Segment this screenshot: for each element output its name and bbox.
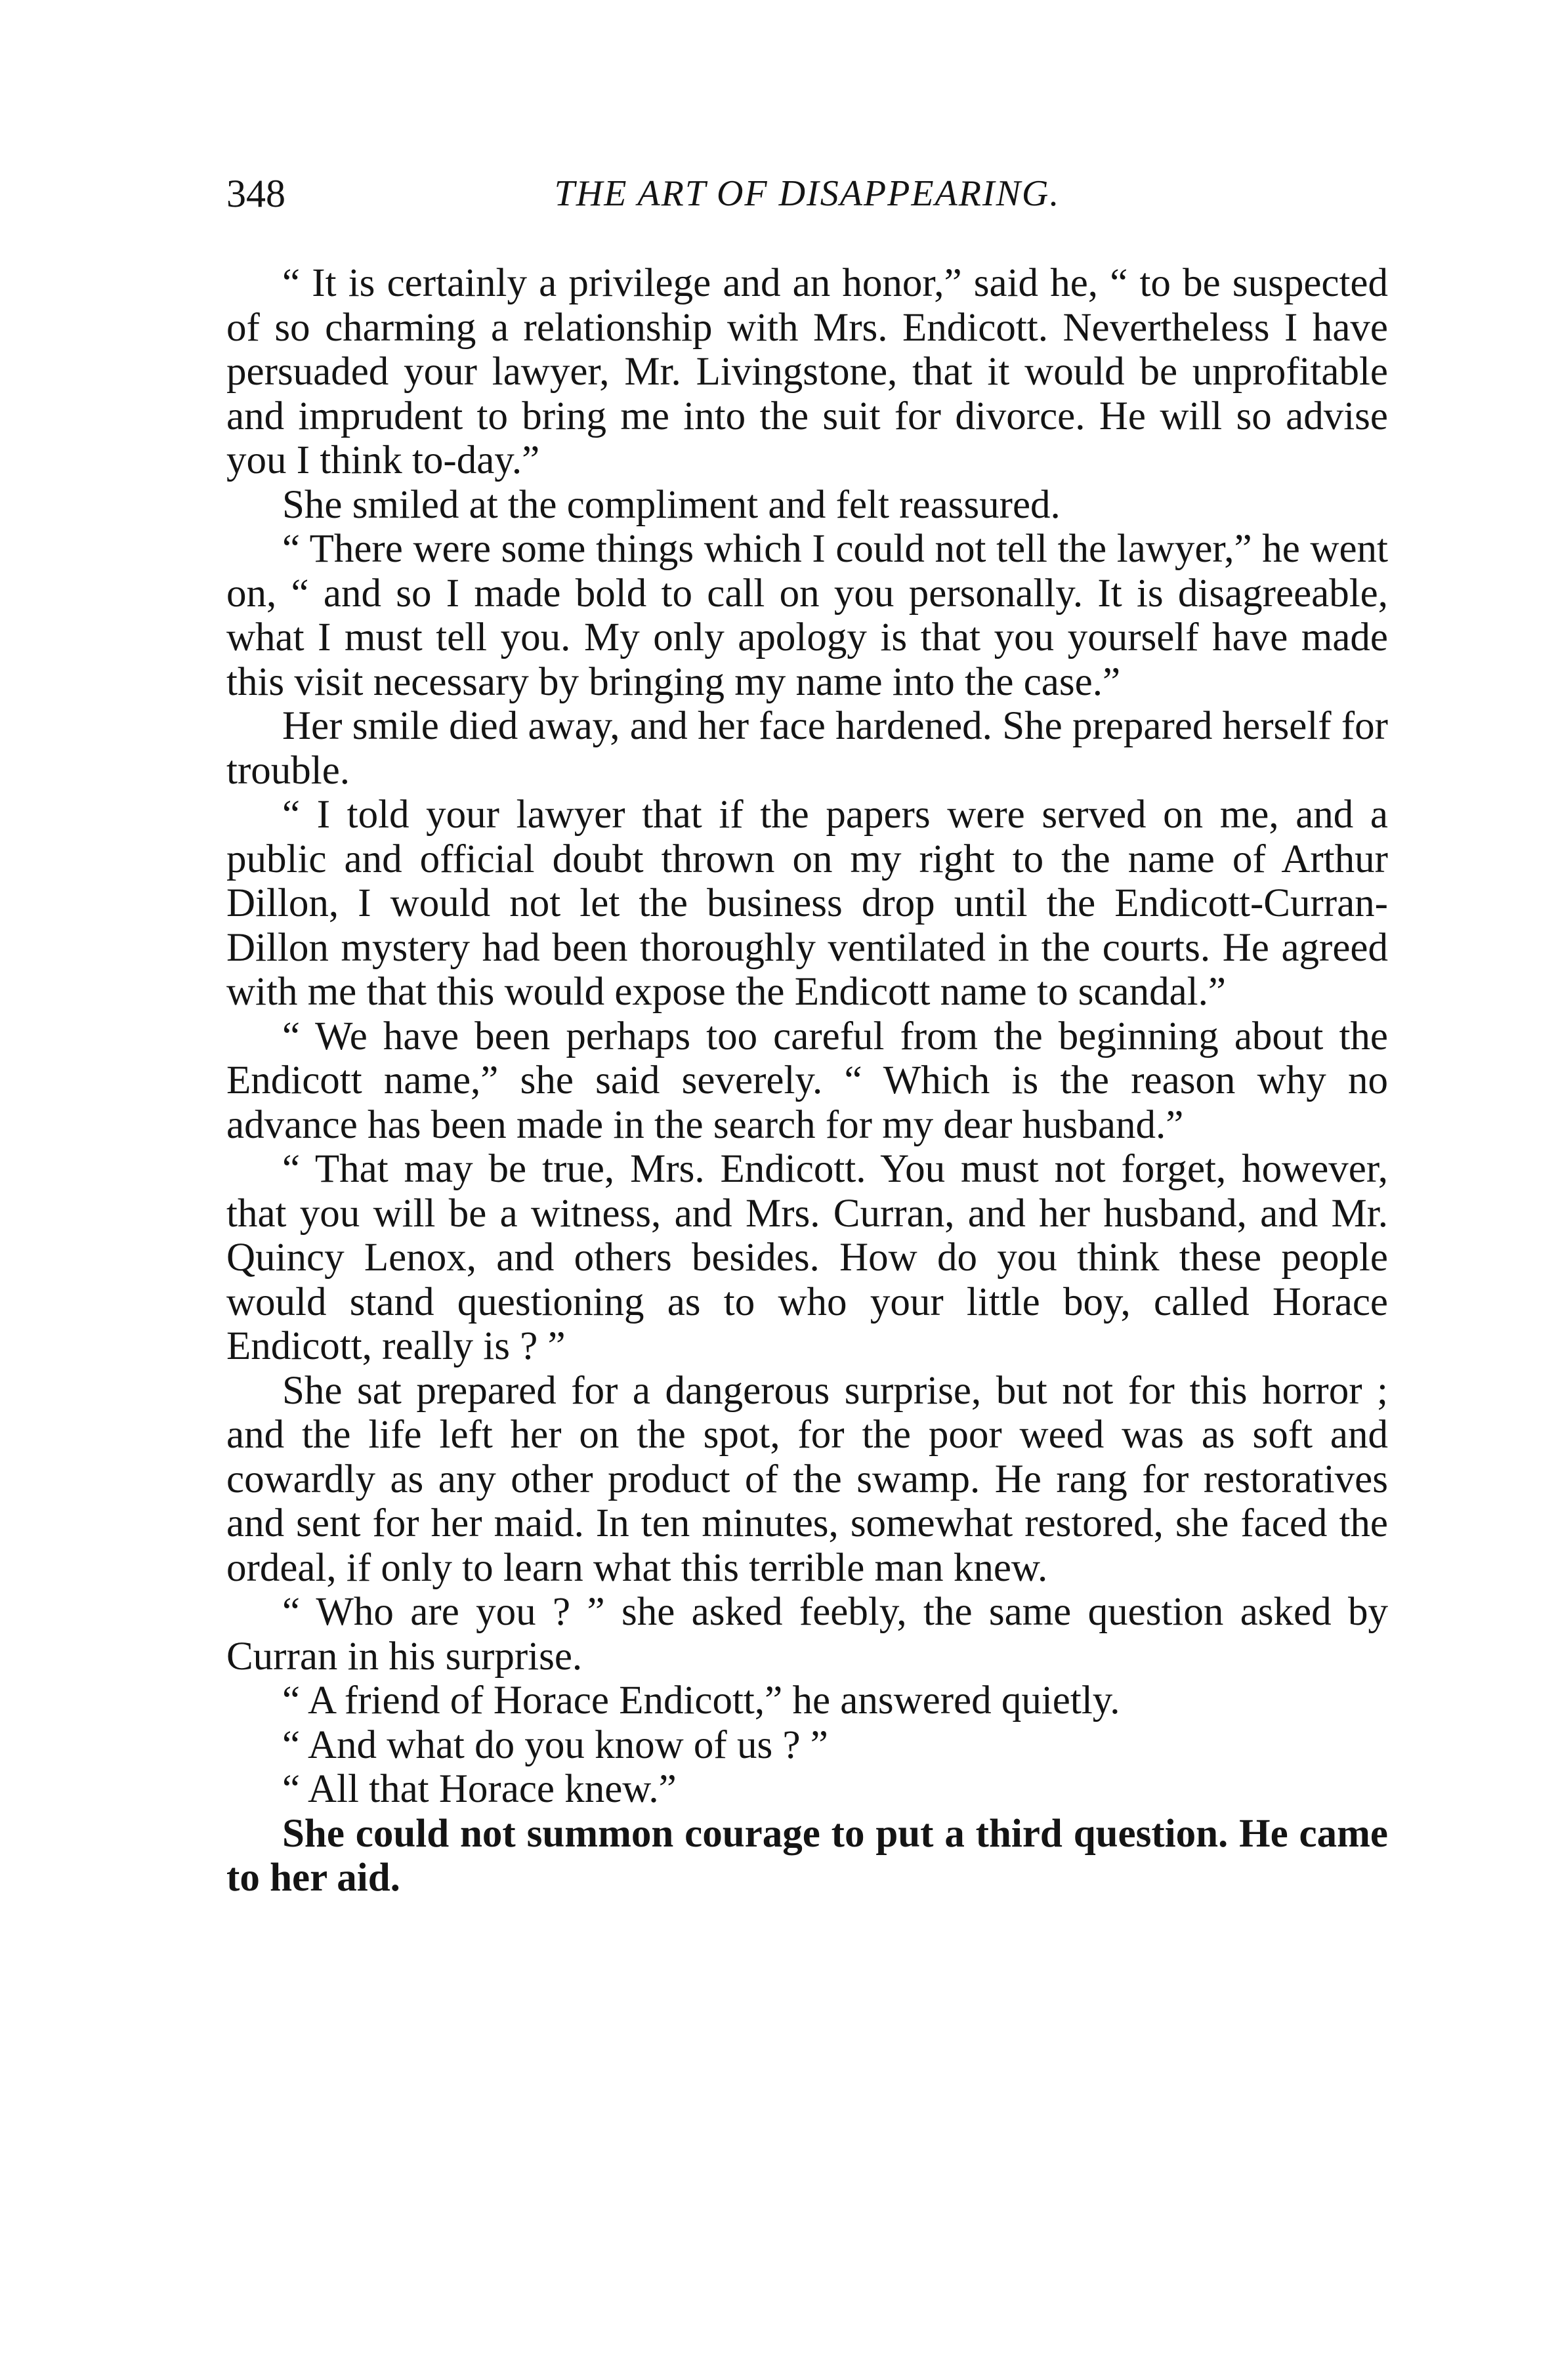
paragraph: “ I told your lawyer that if the papers were served on me, and a public and official doubt thrown on my right to the name of Arthur Dillon, I would not let the business drop until the Endicott-Curran-Dillon mystery had been thoroughly ventilated in the courts. He agreed with me that this would expose the Endicott name to scandal.”: [226, 793, 1388, 1014]
paragraph: She could not summon courage to put a third question. He came to her aid.: [226, 1811, 1388, 1900]
paragraph: She sat prepared for a dangerous surprise, but not for this horror ; and the life left her on the spot, for the poor weed was as soft and cowardly as any other product of the swamp. He rang for restoratives and sent for her maid. In ten minutes, somewhat restored, she faced the ordeal, if only to learn what this terrible man knew.: [226, 1368, 1388, 1590]
page-number: 348: [226, 172, 285, 215]
paragraph: “ It is certainly a privilege and an honor,” said he, “ to be suspected of so charming a relationship with Mrs. Endicott. Nevertheless I have persuaded your lawyer, Mr. Livingstone, that it would be unprofitable and imprudent to bring me into the suit for divorce. He will so advise you I think to-day.”: [226, 261, 1388, 482]
paragraph: “ We have been perhaps too careful from the beginning about the Endicott name,” she said severely. “ Which is the reason why no advance has been made in the search for my dear husband.”: [226, 1014, 1388, 1147]
paragraph: “ All that Horace knew.”: [282, 1767, 677, 1811]
body-text: [226, 261, 1388, 1900]
paragraph: “ A friend of Horace Endicott,” he answered quietly.: [282, 1679, 1120, 1722]
running-title: THE ART OF DISAPPEARING.: [554, 173, 1061, 214]
paragraph: “ There were some things which I could not tell the lawyer,” he went on, “ and so I made bold to call on you personally. It is disagreeable, what I must tell you. My only apology is that you yourself have made this visit necessary by bringing my name into the case.”: [226, 527, 1388, 704]
paragraph: “ That may be true, Mrs. Endicott. You must not forget, however, that you will be a witness, and Mrs. Curran, and her husband, and Mr. Quincy Lenox, and others besides. How do you think these people would stand questioning as to who your little boy, called Horace Endicott, really is ? ”: [226, 1147, 1388, 1368]
page-header: [226, 167, 1388, 220]
paragraph: “ And what do you know of us ? ”: [282, 1722, 828, 1767]
paragraph: “ Who are you ? ” she asked feebly, the same question asked by Curran in his surprise.: [226, 1590, 1388, 1679]
paragraph: Her smile died away, and her face hardened. She prepared herself for trouble.: [226, 704, 1388, 793]
paragraph: She smiled at the compliment and felt reassured.: [282, 482, 1061, 527]
